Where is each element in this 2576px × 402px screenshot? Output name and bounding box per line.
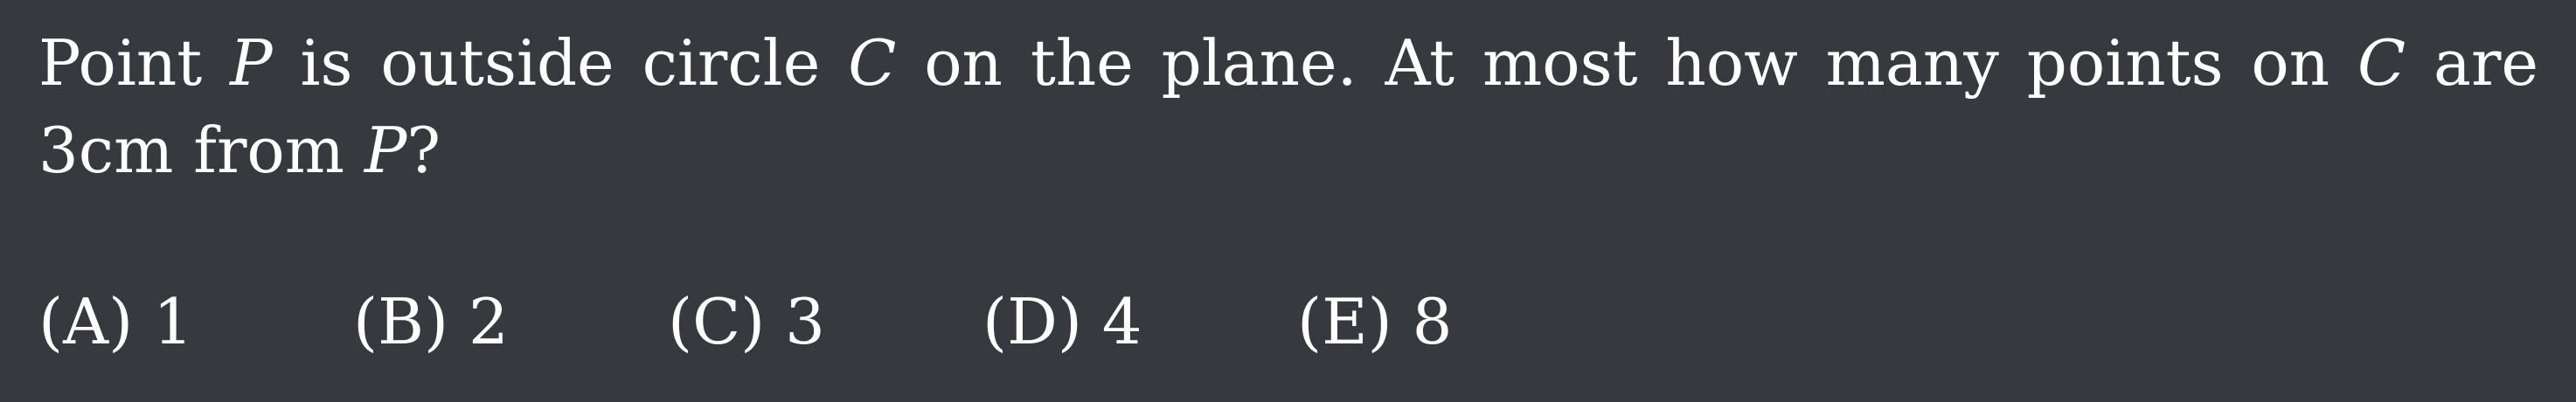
choice-value: 8 (1412, 285, 1453, 358)
choice-value: 3 (785, 285, 825, 358)
choice-label: (D) (982, 285, 1082, 358)
question-text-part: Point (38, 26, 231, 100)
variable-p: P (364, 114, 407, 187)
choice-c[interactable] (668, 278, 825, 365)
choice-label: (A) (38, 285, 134, 358)
choice-value: 2 (468, 285, 509, 358)
question-text-part: on the plane. At most how many points on (896, 26, 2358, 100)
choice-value: 4 (1101, 285, 1142, 358)
choice-a[interactable] (38, 278, 193, 365)
choice-b[interactable] (353, 278, 509, 365)
question-text (38, 19, 2538, 194)
question-text-part: are 3cm from (38, 26, 2538, 187)
choice-d[interactable] (982, 278, 1142, 365)
variable-p: P (230, 26, 273, 100)
choice-label: (E) (1297, 285, 1392, 358)
question-text-part: is outside circle (272, 26, 849, 100)
variable-c: C (848, 26, 897, 100)
question-text-part: ? (406, 114, 441, 187)
choice-value: 1 (153, 285, 193, 358)
variable-c: C (2357, 26, 2406, 100)
choice-label: (B) (353, 285, 449, 358)
choice-label: (C) (668, 285, 766, 358)
choice-e[interactable] (1297, 278, 1452, 365)
